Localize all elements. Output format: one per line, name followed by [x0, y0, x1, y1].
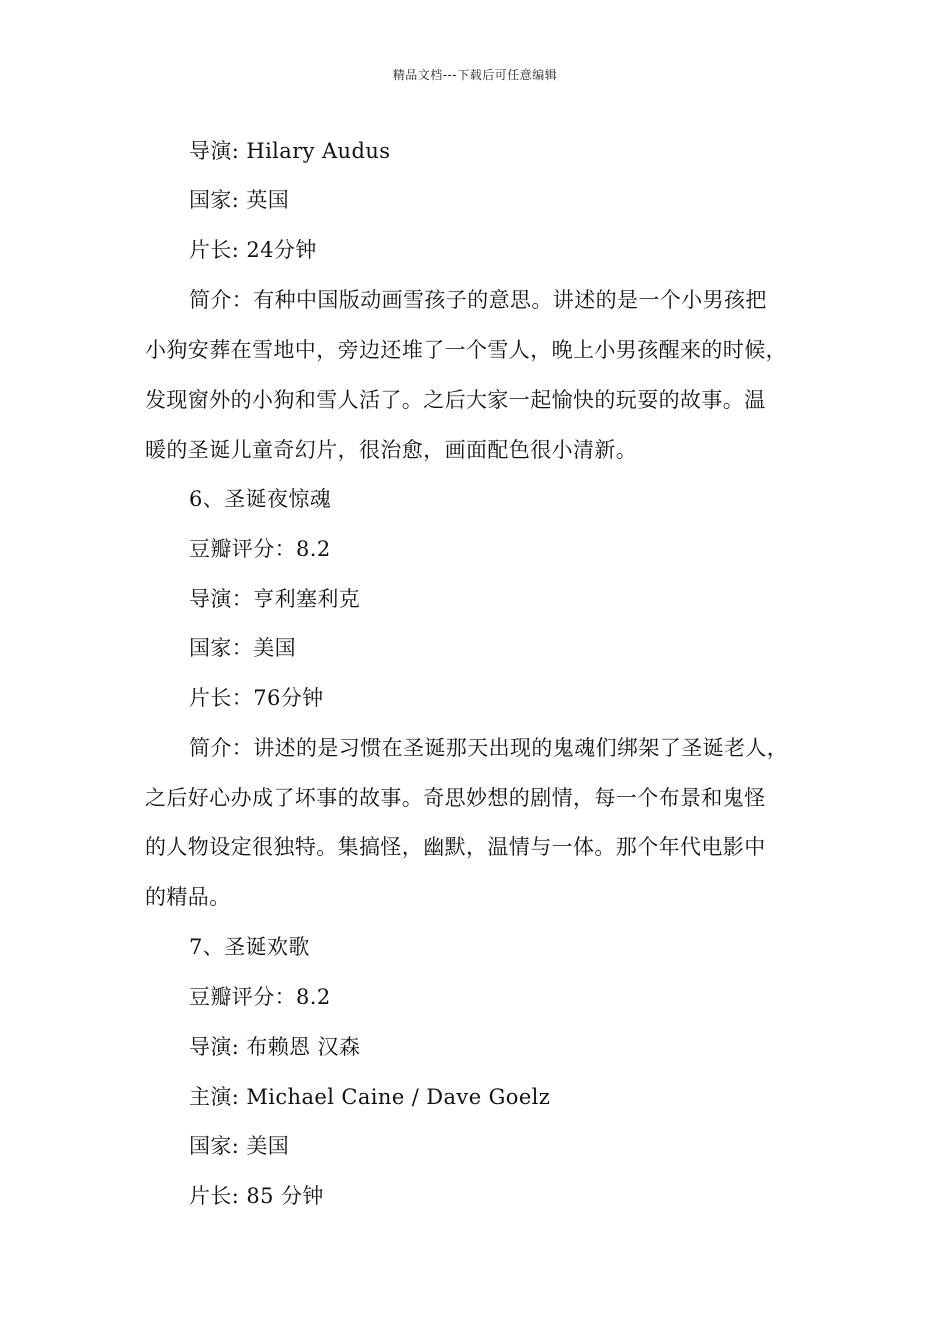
synopsis-line: 的人物设定很独特。集搞怪，幽默，温情与一体。那个年代电影中: [145, 835, 766, 859]
synopsis-line: 暖的圣诞儿童奇幻片，很治愈，画面配色很小清新。: [145, 438, 638, 462]
director-line: 导演: 布赖恩 汉森: [189, 1035, 361, 1059]
synopsis-line: 简介：有种中国版动画雪孩子的意思。讲述的是一个小男孩把: [189, 288, 767, 312]
section-heading: 7、圣诞欢歌: [189, 935, 310, 959]
synopsis-line: 发现窗外的小狗和雪人活了。之后大家一起愉快的玩耍的故事。温: [145, 388, 766, 412]
director-line: 导演: Hilary Audus: [189, 139, 391, 163]
rating-line: 豆瓣评分：8.2: [189, 537, 331, 561]
page-header: 精品文档---下载后可任意编辑: [392, 68, 558, 82]
runtime-line: 片长：76分钟: [189, 686, 324, 710]
runtime-line: 片长: 24分钟: [189, 238, 317, 262]
synopsis-line: 的精品。: [145, 885, 231, 909]
section-heading: 6、圣诞夜惊魂: [189, 487, 332, 511]
runtime-line: 片长: 85 分钟: [189, 1184, 324, 1208]
rating-line: 豆瓣评分：8.2: [189, 985, 331, 1009]
synopsis-line: 之后好心办成了坏事的故事。奇思妙想的剧情，每一个布景和鬼怪: [145, 786, 766, 810]
director-line: 导演：亨利塞利克: [189, 587, 361, 611]
synopsis-line: 简介：讲述的是习惯在圣诞那天出现的鬼魂们绑架了圣诞老人，: [189, 736, 789, 760]
country-line: 国家: 美国: [189, 1134, 290, 1158]
country-line: 国家: 英国: [189, 188, 290, 212]
cast-line: 主演: Michael Caine / Dave Goelz: [189, 1085, 551, 1109]
synopsis-line: 小狗安葬在雪地中，旁边还堆了一个雪人，晚上小男孩醒来的时候，: [145, 338, 787, 362]
country-line: 国家：美国: [189, 636, 296, 660]
